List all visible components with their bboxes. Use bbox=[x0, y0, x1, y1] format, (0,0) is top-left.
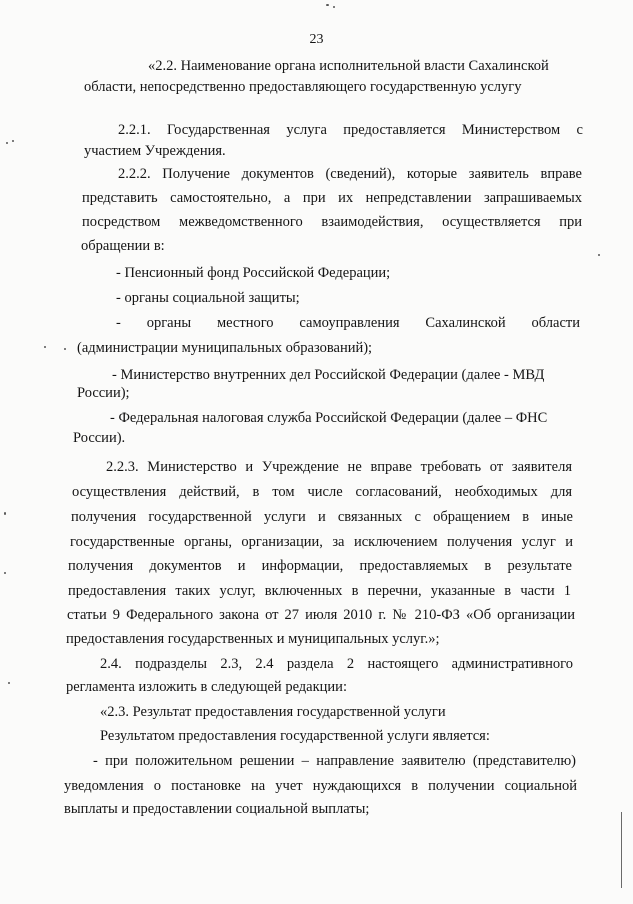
heading-line-2: области, непосредственно предоставляющего государственную услугу bbox=[84, 79, 522, 95]
paragraph-2-2-1-line-2: участием Учреждения. bbox=[84, 143, 226, 159]
scan-edge-line bbox=[621, 812, 622, 888]
scan-speck bbox=[4, 512, 6, 515]
paragraph-2-2-3-line-7: статьи 9 Федерального закона от 27 июля 2010 г. № 210-ФЗ «Об организации bbox=[67, 607, 575, 623]
page-number: 23 bbox=[309, 32, 324, 47]
scan-speck bbox=[598, 254, 600, 256]
paragraph-2-2-3-line-2: осуществления действий, в том числе согласований, необходимых для bbox=[72, 484, 572, 500]
paragraph-2-2-3-line-6: предоставления таких услуг, включенных в перечни, указанные в части 1 bbox=[68, 583, 571, 599]
list-item-pension-fund: - Пенсионный фонд Российской Федерации; bbox=[116, 265, 391, 281]
paragraph-2-2-2-line-1: 2.2.2. Получение документов (сведений), которые заявитель вправе bbox=[118, 166, 582, 182]
list-item-social-protection: - органы социальной защиты; bbox=[116, 290, 300, 306]
paragraph-2-2-3-line-5: получения документов и информации, предоставляемых в результате bbox=[68, 558, 572, 574]
section-2-3-heading: «2.3. Результат предоставления государственной услуги bbox=[100, 704, 446, 720]
scan-speck bbox=[8, 682, 10, 684]
list-item-local-government-line-2: (администрации муниципальных образований); bbox=[77, 340, 373, 356]
paragraph-2-2-2-line-2: представить самостоятельно, а при их непредставлении запрашиваемых bbox=[82, 190, 582, 206]
paragraph-2-2-3-line-8: предоставления государственных и муниципальных услуг.»; bbox=[66, 631, 440, 647]
scan-speck bbox=[6, 142, 8, 144]
scan-speck bbox=[326, 4, 329, 6]
list-item-interior-ministry-line-1: - Министерство внутренних дел Российской Федерации (далее - МВД bbox=[112, 367, 545, 383]
result-item-line-3: выплаты и предоставлении социальной выплаты; bbox=[64, 801, 370, 817]
scan-speck bbox=[64, 348, 66, 350]
paragraph-2-4-line-1: 2.4. подразделы 2.3, 2.4 раздела 2 настоящего административного bbox=[100, 656, 573, 672]
result-intro-line: Результатом предоставления государственной услуги является: bbox=[100, 728, 490, 744]
scan-speck bbox=[12, 140, 14, 142]
scan-speck bbox=[333, 6, 335, 8]
scan-speck bbox=[44, 346, 46, 348]
list-item-tax-service-line-1: - Федеральная налоговая служба Российской Федерации (далее – ФНС bbox=[110, 410, 548, 426]
list-item-interior-ministry-line-2: России); bbox=[77, 385, 130, 401]
paragraph-2-2-3-line-4: государственные органы, организации, за исключением получения услуг и bbox=[70, 534, 573, 550]
heading-line-1: «2.2. Наименование органа исполнительной власти Сахалинской bbox=[148, 58, 549, 74]
result-item-line-2: уведомления о постановке на учет нуждающихся в получении социальной bbox=[64, 778, 577, 794]
paragraph-2-2-1-line-1: 2.2.1. Государственная услуга предоставляется Министерством с bbox=[118, 122, 583, 138]
list-item-local-government-line-1: - органы местного самоуправления Сахалинской области bbox=[116, 315, 580, 331]
list-item-tax-service-line-2: России). bbox=[73, 430, 126, 446]
result-item-line-1: - при положительном решении – направление заявителю (представителю) bbox=[93, 753, 576, 769]
paragraph-2-4-line-2: регламента изложить в следующей редакции: bbox=[66, 679, 347, 695]
paragraph-2-2-2-line-3: посредством межведомственного взаимодействия, осуществляется при bbox=[82, 214, 582, 230]
paragraph-2-2-3-line-3: получения государственной услуги и связанных с обращением в иные bbox=[71, 509, 573, 525]
paragraph-2-2-2-line-4: обращении в: bbox=[81, 238, 165, 254]
scan-speck bbox=[4, 572, 6, 574]
paragraph-2-2-3-line-1: 2.2.3. Министерство и Учреждение не вправе требовать от заявителя bbox=[106, 459, 572, 475]
